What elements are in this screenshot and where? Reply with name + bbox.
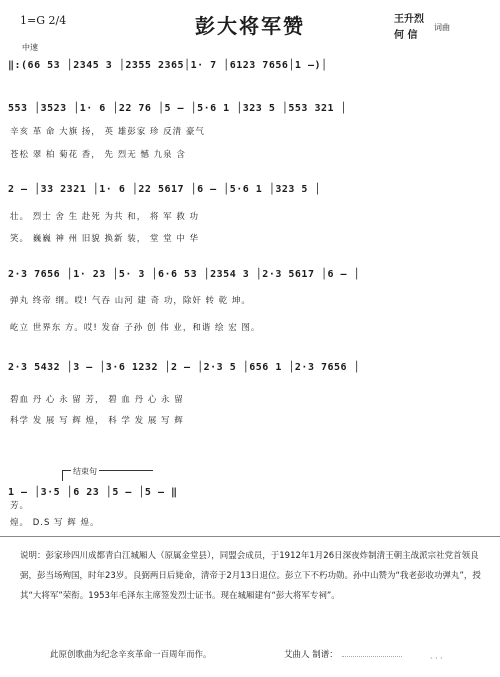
notation-row-6: 1 — │3·5 │6 23 │5 — │5 — ‖	[8, 487, 178, 498]
notation-row-2: 553 │3523 │1· 6 │22 76 │5 — │5·6 1 │323 5 │553 321 │	[8, 103, 348, 114]
tempo-marking: 中速	[22, 43, 38, 52]
maker-label: 艾曲人 制谱：	[284, 650, 338, 660]
signature-line	[342, 656, 402, 657]
lyric-row-5-verse-1: 碧血 丹 心 永 留 芳， 碧 血 丹 心 永 留	[10, 395, 184, 405]
notation-row-3: 2 — │33 2321 │1· 6 │22 5617 │6 — │5·6 1 │323 5 │	[8, 184, 321, 195]
notation-row-1: ‖:(66 53 │2345 3 │2355 2365│1· 7 │6123 7656│1 —)│	[8, 60, 328, 71]
lyric-row-2-verse-2: 苍松 翠 柏 菊花 香， 先 烈无 憾 九泉 含	[10, 150, 186, 160]
lyric-row-3-verse-1: 壮。 烈士 舍 生 赴死 为共 和， 将 军 救 功	[10, 212, 200, 222]
lyric-row-5-verse-2: 科学 发 展 写 辉 煌， 科 学 发 展 写 辉	[10, 416, 184, 426]
lyric-row-4-verse-1: 弹丸 终帝 纲。哎! 气吞 山河 建 奇 功，除奸 转 乾 坤。	[10, 296, 251, 306]
notation-row-4: 2·3 7656 │1· 23 │5· 3 │6·6 53 │2354 3 │2·3 5617 │6 — │	[8, 269, 361, 280]
song-title: 彭大将军赞	[195, 14, 305, 38]
explanation-paragraph: 说明：彭家珍四川成都青白江城厢人（原属金堂县），同盟会成员，于1912年1月26日深夜炸制清王朝主战派宗社党首领良弼，彭当场殉国，时年23岁。良弼两日后毙命，清帝于2月13日退位。彭立下不朽功勋。孙中山赞为“我老彭收功弹丸”，授其“大将军”荣衔。1953年毛泽东主席签发烈士证书。现在城厢建有“彭大将军专祠”。	[20, 551, 481, 601]
ending-bracket	[62, 467, 153, 481]
lyric-row-6-verse-1: 芳。	[10, 501, 30, 511]
dedication-text: 此原创歌曲为纪念辛亥革命一百周年而作。	[50, 650, 212, 660]
trailing-dots: · · ·	[430, 654, 443, 663]
lyricist-name: 王升烈	[394, 14, 424, 25]
ending-label: 结束句	[73, 467, 97, 476]
lyric-row-6-verse-2: 煌。 D.S 写 辉 煌。	[10, 518, 100, 528]
key-signature: 1=G 2/4	[20, 14, 67, 27]
credits-role: 词曲	[434, 23, 450, 32]
maker-signature	[284, 648, 402, 660]
composer-name: 何 信	[394, 30, 418, 41]
credits	[394, 12, 450, 44]
lyric-row-3-verse-2: 笑。 巍巍 神 州 旧貌 换新 装， 堂 堂 中 华	[10, 234, 200, 244]
notation-row-5: 2·3 5432 │3 — │3·6 1232 │2 — │2·3 5 │656 1 │2·3 7656 │	[8, 362, 361, 373]
section-divider	[0, 536, 500, 537]
lyric-row-4-verse-2: 屹立 世界东 方。哎! 发奋 子孙 创 伟 业，和谐 绘 宏 图。	[10, 323, 261, 333]
lyric-row-2-verse-1: 辛亥 革 命 大旗 扬， 英 雄彭家 珍 反清 豪气	[10, 127, 205, 137]
